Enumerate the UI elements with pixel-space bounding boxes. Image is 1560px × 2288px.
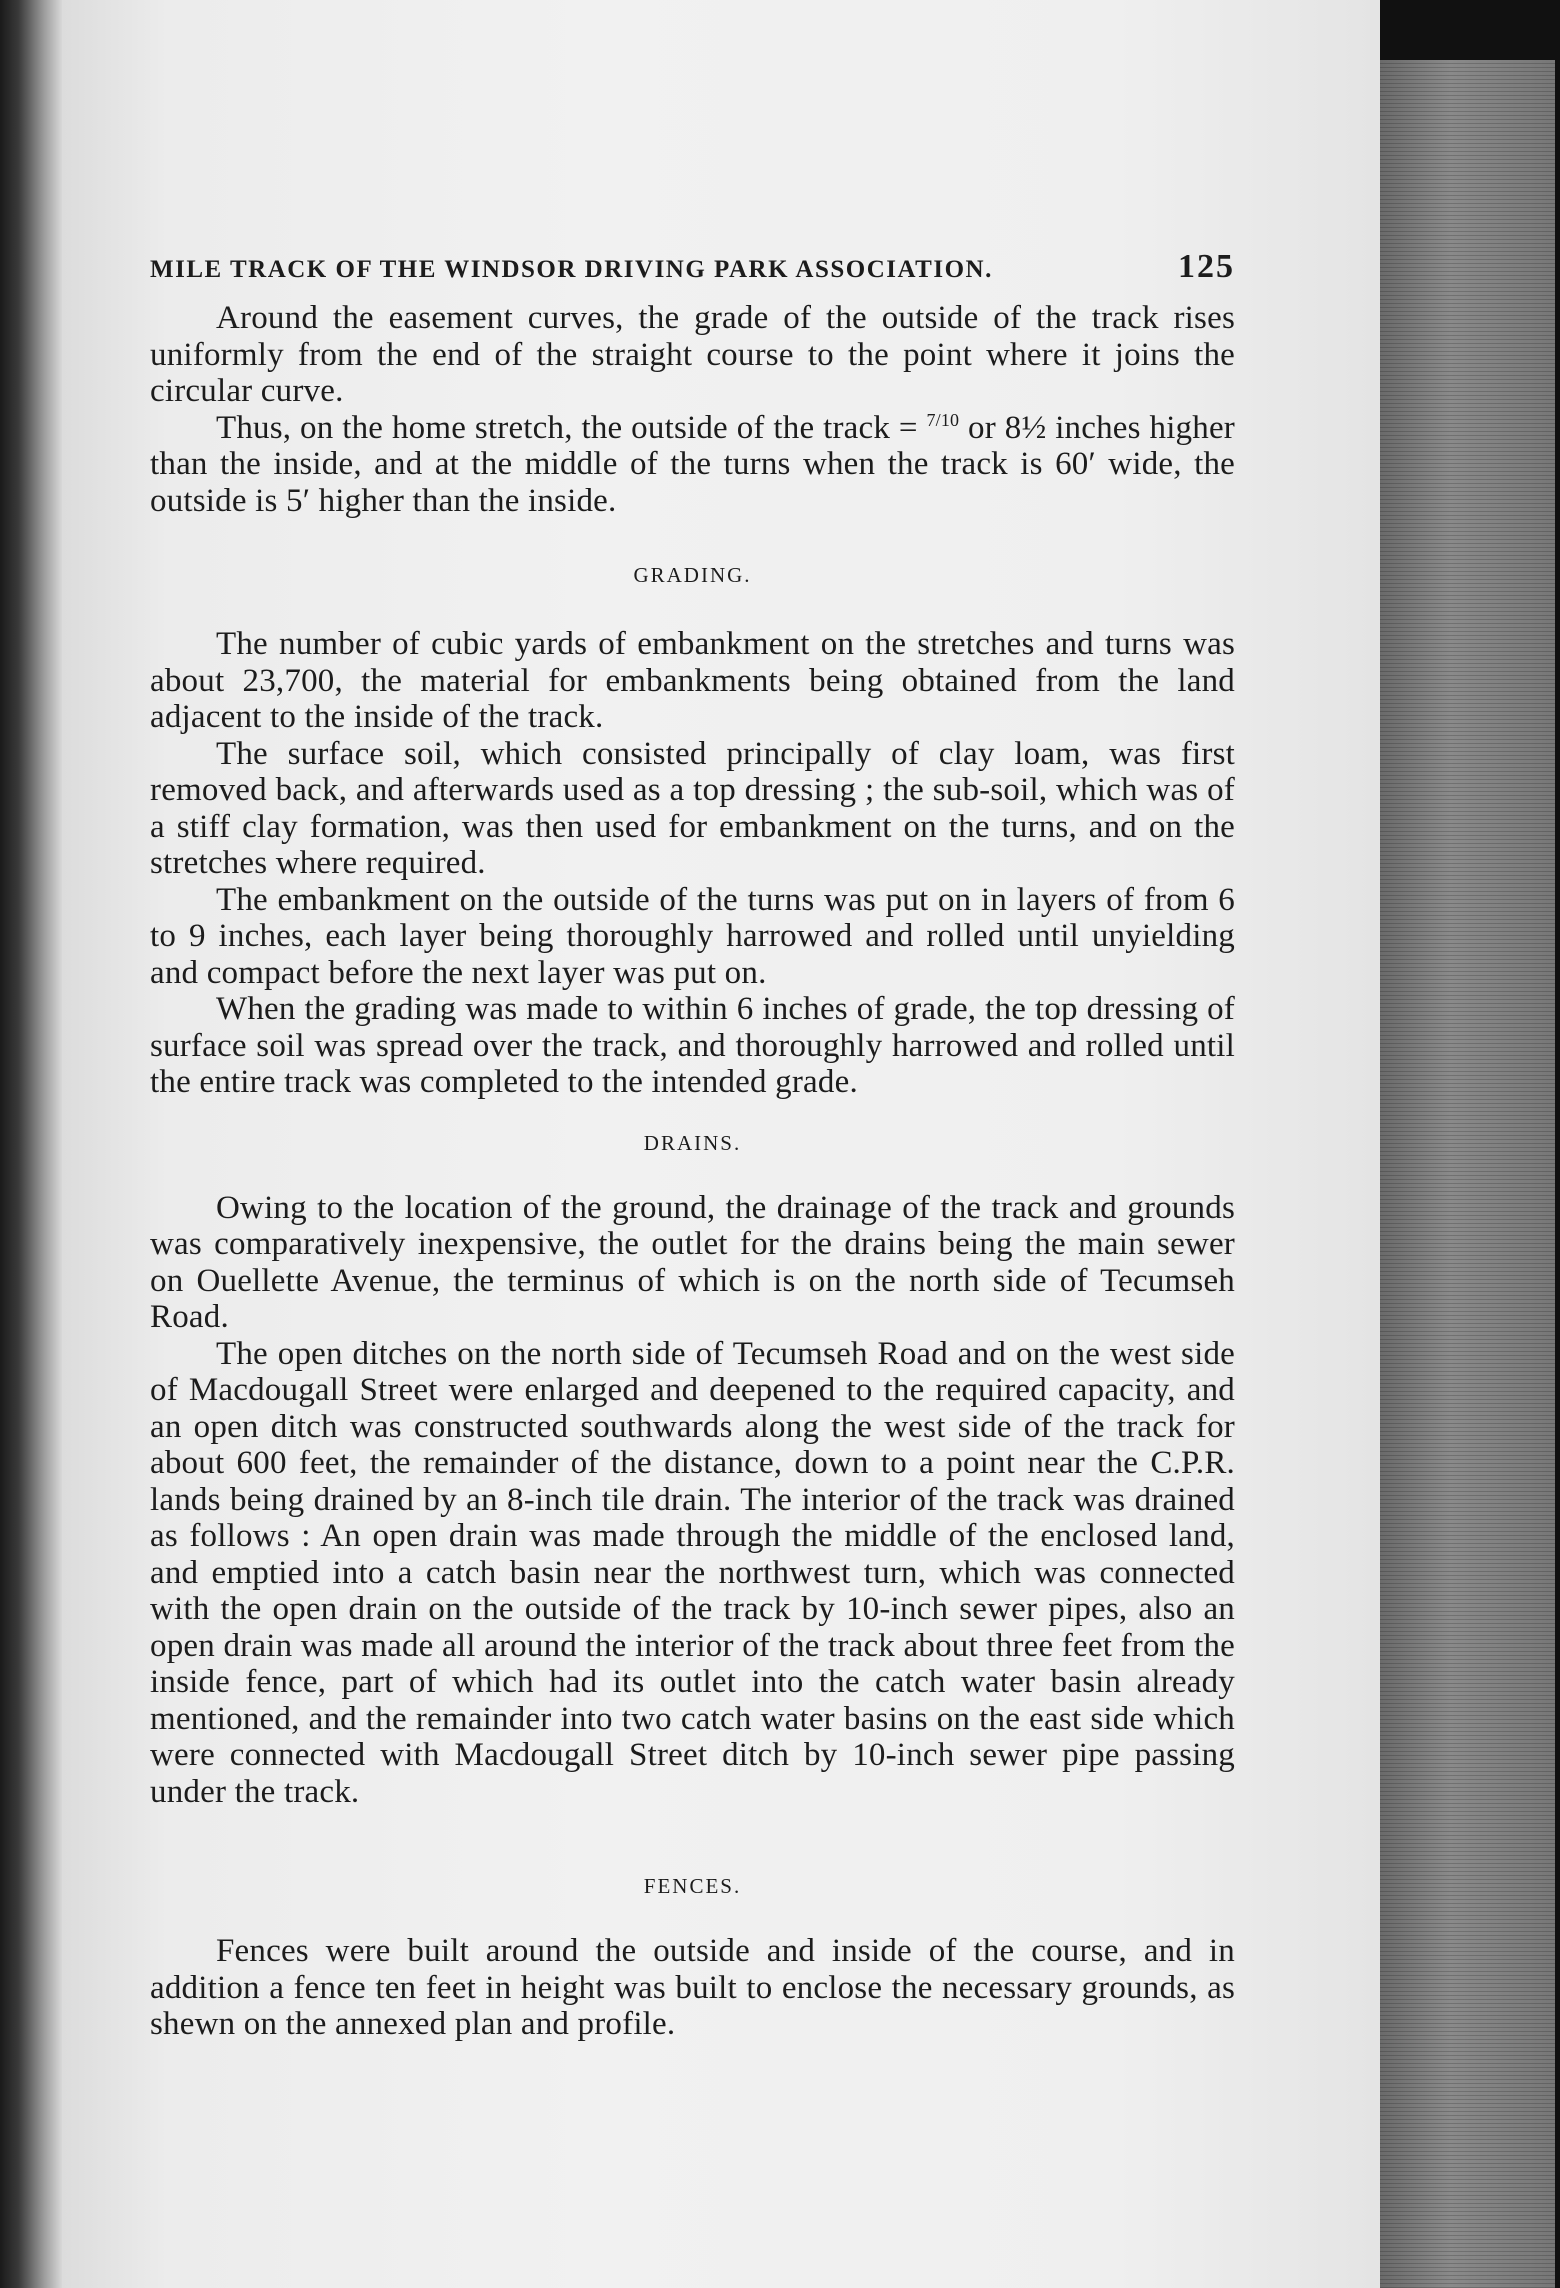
- intro-text-after-fraction: or 8½ inches higher than the inside, and at the middle of the turns when the track is 60′ wide, the outside is 5′ higher than the inside.: [150, 409, 1235, 519]
- drains-paragraph-2: The open ditches on the north side of Tecumseh Road and on the west side of Macdougall Street were enlarged and deepened to the required capacity, and an open ditch was constructed southwards along the west side of the track for about 600 feet, the remainder of the distance, down to a point near the C.P.R. lands being drained by an 8-inch tile drain. The interior of the track was drained as follows : An open drain was made through the middle of the enclosed land, and emptied into a catch basin near the northwest turn, which was connected with the open drain on the outside of the track by 10-inch sewer pipes, also an open drain was made all around the interior of the track about three feet from the inside fence, part of which had its outlet into the catch water basin already mentioned, and the remainder into two catch water basins on the east side which were connected with Macdougall Street ditch by 10-inch sewer pipe passing under the track.: [150, 1335, 1235, 1810]
- grading-paragraph-2: The surface soil, which consisted principally of clay loam, was first removed back, and afterwards used as a top dressing ; the sub-soil, which was of a stiff clay formation, was then used for embankment on the turns, and on the stretches where required.: [150, 735, 1235, 881]
- section-heading-drains: DRAINS.: [643, 1130, 742, 1155]
- running-head-title: MILE TRACK OF THE WINDSOR DRIVING PARK ASSOCIATION.: [150, 256, 993, 283]
- intro-text-before-fraction: Thus, on the home stretch, the outside of the track =: [216, 409, 927, 446]
- background-corner: [1380, 0, 1560, 60]
- grading-paragraph-1: The number of cubic yards of embankment on the stretches and turns was about 23,700, the material for embankments being obtained from the land adjacent to the inside of the track.: [150, 626, 1235, 735]
- page-stack-edges: [1380, 60, 1555, 2288]
- fraction: 7/10: [926, 409, 960, 430]
- page-number: 125: [1178, 248, 1235, 285]
- intro-paragraph-1: Around the easement curves, the grade of the outside of the track rises uniformly from the end of the straight course to the point where it joins the circular curve.: [150, 300, 1235, 409]
- page-text: [150, 248, 1235, 2043]
- section-heading-grading: GRADING.: [633, 563, 752, 587]
- left-page-edge: [0, 0, 62, 2288]
- fences-paragraph-1: Fences were built around the outside and inside of the course, and in addition a fence ten feet in height was built to enclose the necessary grounds, as shewn on the annexed plan and profile.: [150, 1933, 1235, 2042]
- running-head: [150, 248, 1235, 286]
- drains-paragraph-1: Owing to the location of the ground, the drainage of the track and grounds was comparatively inexpensive, the outlet for the drains being the main sewer on Ouellette Avenue, the terminus of which is on the north side of Tecumseh Road.: [150, 1189, 1235, 1335]
- section-heading-fences: FENCES.: [643, 1874, 742, 1898]
- intro-paragraph-2: [150, 410, 1235, 520]
- grading-paragraph-4: When the grading was made to within 6 inches of grade, the top dressing of surface soil was spread over the track, and thoroughly harrowed and rolled until the entire track was completed to the intended grade.: [150, 991, 1235, 1100]
- grading-paragraph-3: The embankment on the outside of the turns was put on in layers of from 6 to 9 inches, each layer being thoroughly harrowed and rolled until unyielding and compact before the next layer was put on.: [150, 881, 1235, 991]
